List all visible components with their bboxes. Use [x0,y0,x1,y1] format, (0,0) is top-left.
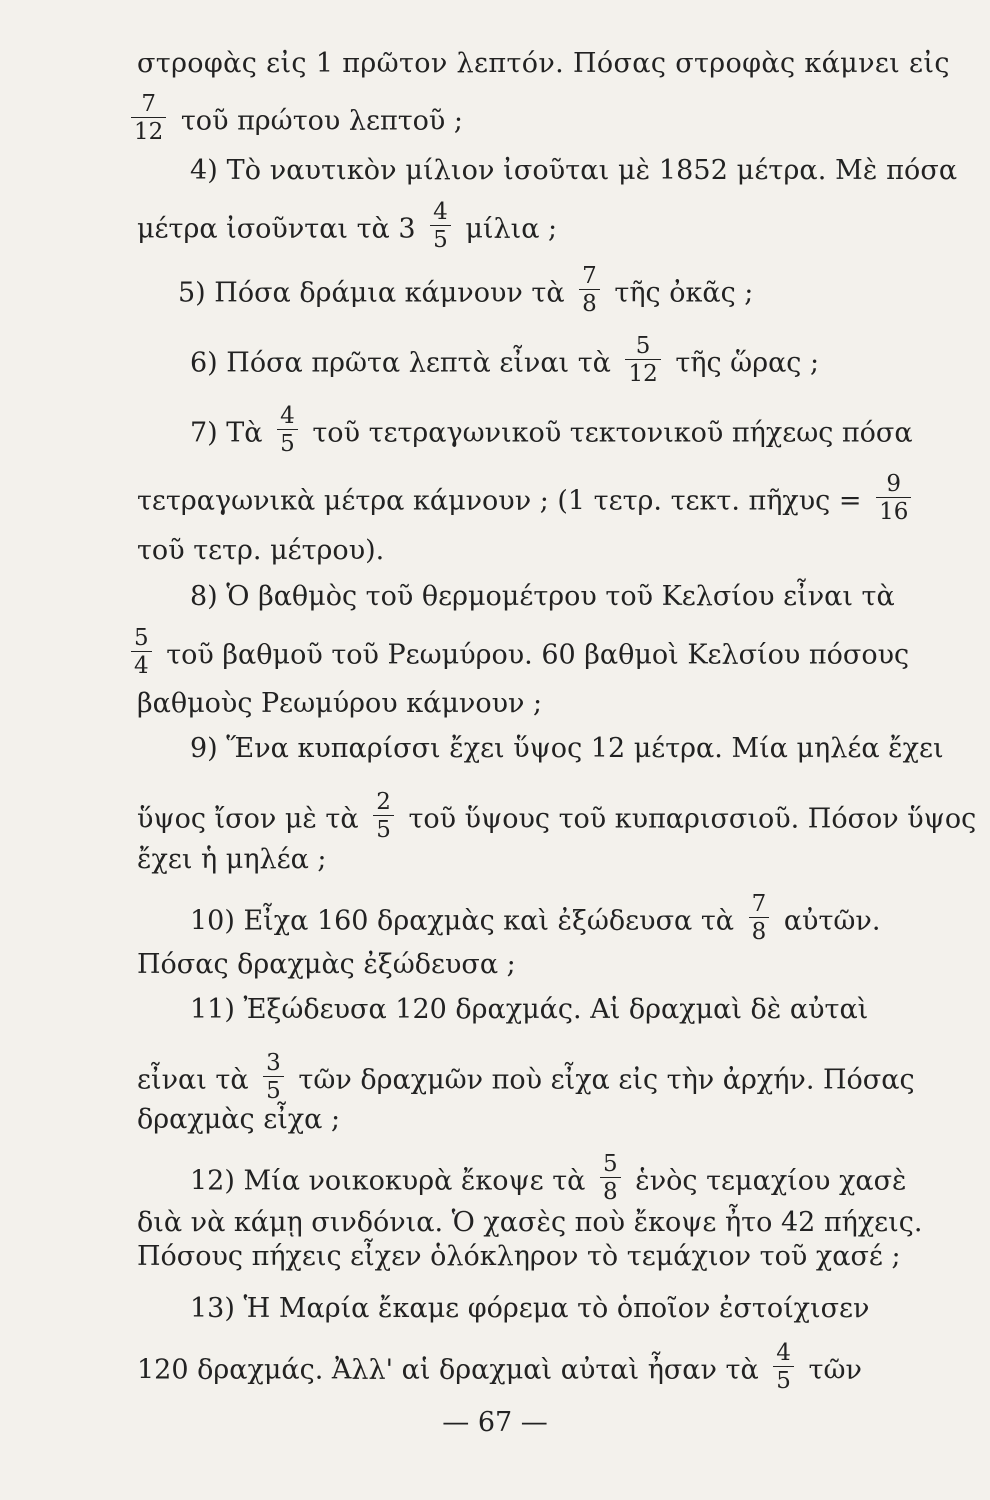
fraction-denominator: 8 [603,1179,618,1206]
fraction-denominator: 5 [280,431,295,458]
line-text: αὐτῶν. [783,905,881,937]
line-text: διὰ νὰ κάμῃ σινδόνια. Ὁ χασὲς ποὺ ἔκοψε ἦτο 42 πήχεις. [137,1207,923,1238]
line-text: τοῦ τετραγωνικοῦ τεκτονικοῦ πήχεως πόσα [312,417,913,449]
text-line [137,1243,901,1270]
text-line [137,537,384,564]
fraction-numerator: 9 [876,472,911,498]
fraction-numerator: 4 [277,404,298,430]
line-text: Πόσας δραχμὰς ἐξώδευσα ; [137,949,516,980]
text-line [190,735,944,762]
text-line [137,789,977,846]
fraction-denominator: 5 [776,1368,791,1395]
fraction-denominator: 5 [266,1078,281,1105]
line-text: τοῦ βαθμοῦ τοῦ Ρεωμύρου. 60 βαθμοὶ Κελσίου πόσους [166,639,910,671]
text-line [190,996,868,1023]
line-text: τῆς ὥρας ; [675,347,820,379]
fraction-numerator: 5 [625,334,660,360]
text-line [137,1340,862,1397]
fraction-denominator: 8 [582,291,597,318]
fraction [263,1051,284,1103]
text-line [137,1209,922,1236]
line-text: 12) Μία νοικοκυρὰ ἔκοψε τὰ [190,1165,586,1197]
line-text: 4) Τὸ ναυτικὸν μίλιον ἰσοῦται μὲ 1852 μέτρα. Μὲ πόσα [190,155,958,186]
fraction [773,1341,794,1393]
fraction [131,92,166,144]
fraction [749,892,770,944]
fraction-numerator: 7 [749,892,770,918]
line-text: Πόσους πήχεις εἶχεν ὁλόκληρον τὸ τεμάχιον τοῦ χασέ ; [137,1241,901,1272]
fraction-denominator: 4 [134,653,149,680]
text-line [137,1106,340,1133]
fraction [600,1152,621,1204]
text-line [137,1050,915,1107]
fraction-numerator: 4 [430,200,451,226]
line-text: στροφὰς εἰς 1 πρῶτον λεπτόν. Πόσας στροφὰς κάμνει εἰς [137,48,950,79]
line-text: 9) Ἕνα κυπαρίσσι ἔχει ὕψος 12 μέτρα. Μία μηλέα ἔχει [190,733,944,764]
text-line [125,625,910,682]
text-line [125,91,464,148]
text-line [137,50,950,77]
text-line [190,891,881,948]
fraction-numerator: 7 [131,92,166,118]
text-line [137,846,327,873]
fraction-denominator: 5 [433,227,448,254]
text-line [137,690,542,717]
line-text: 11) Ἐξώδευσα 120 δραχμάς. Αἱ δραχμαὶ δὲ αὐταὶ [190,994,869,1025]
fraction [430,200,451,252]
page-number: — 67 — [442,1407,548,1438]
line-text: 10) Εἶχα 160 δραχμὰς καὶ ἐξώδευσα τὰ [190,905,734,937]
line-text: 6) Πόσα πρῶτα λεπτὰ εἶναι τὰ [190,347,611,379]
line-text: τετραγωνικὰ μέτρα κάμνουν ; (1 τετρ. τεκτ. πῆχυς = [137,485,862,517]
line-text: τοῦ πρώτου λεπτοῦ ; [180,105,464,137]
line-text: 8) Ὁ βαθμὸς τοῦ θερμομέτρου τοῦ Κελσίου εἶναι τὰ [190,581,895,612]
line-text: 120 δραχμάς. Ἀλλ' αἱ δραχμαὶ αὐταὶ ἦσαν τὰ [137,1354,759,1386]
line-text: εἶναι τὰ [137,1064,249,1096]
line-text: τοῦ ὕψους τοῦ κυπαρισσιοῦ. Πόσον ὕψος [408,803,977,835]
fraction-denominator: 8 [751,919,767,946]
text-line [190,583,895,610]
line-text: 13) Ἡ Μαρία ἔκαμε φόρεμα τὸ ὁποῖον ἐστοίχισεν [190,1293,870,1324]
line-text: ὕψος ἴσον μὲ τὰ [137,803,359,835]
text-line [190,403,913,460]
line-text: τῶν δραχμῶν ποὺ εἶχα εἰς τὴν ἀρχήν. Πόσας [298,1064,915,1096]
fraction-denominator: 12 [134,119,164,146]
line-text: δραχμὰς εἶχα ; [137,1104,341,1135]
line-text: μέτρα ἰσοῦνται τὰ 3 [137,213,416,245]
text-line [137,199,558,256]
fraction-denominator: 16 [879,499,909,526]
text-line [137,951,516,978]
fraction-numerator: 2 [373,790,394,816]
text-line [178,263,754,320]
fraction-numerator: 3 [263,1051,284,1077]
fraction [625,334,660,386]
line-text: τοῦ τετρ. μέτρου). [137,535,385,566]
line-text: 5) Πόσα δράμια κάμνουν τὰ [178,277,565,309]
fraction-numerator: 5 [600,1152,621,1178]
line-text: τῆς ὀκᾶς ; [614,277,754,309]
text-line [190,1151,907,1208]
line-text: μίλια ; [465,213,558,245]
line-text: ἑνὸς τεμαχίου χασὲ [635,1165,907,1197]
fraction-numerator: 4 [773,1341,794,1367]
fraction [876,472,911,524]
text-line [190,157,957,184]
fraction [131,626,152,678]
text-line [137,471,917,528]
line-text: τῶν [808,1354,862,1386]
line-text: βαθμοὺς Ρεωμύρου κάμνουν ; [137,688,543,719]
text-line [190,333,820,390]
fraction-denominator: 12 [628,361,658,388]
fraction-numerator: 5 [131,626,152,652]
text-line [190,1295,869,1322]
fraction-denominator: 5 [376,817,391,844]
fraction [277,404,298,456]
fraction-numerator: 7 [579,264,600,290]
line-text: ἔχει ἡ μηλέα ; [137,844,327,875]
line-text: 7) Τὰ [190,417,263,449]
fraction [373,790,394,842]
fraction [579,264,600,316]
